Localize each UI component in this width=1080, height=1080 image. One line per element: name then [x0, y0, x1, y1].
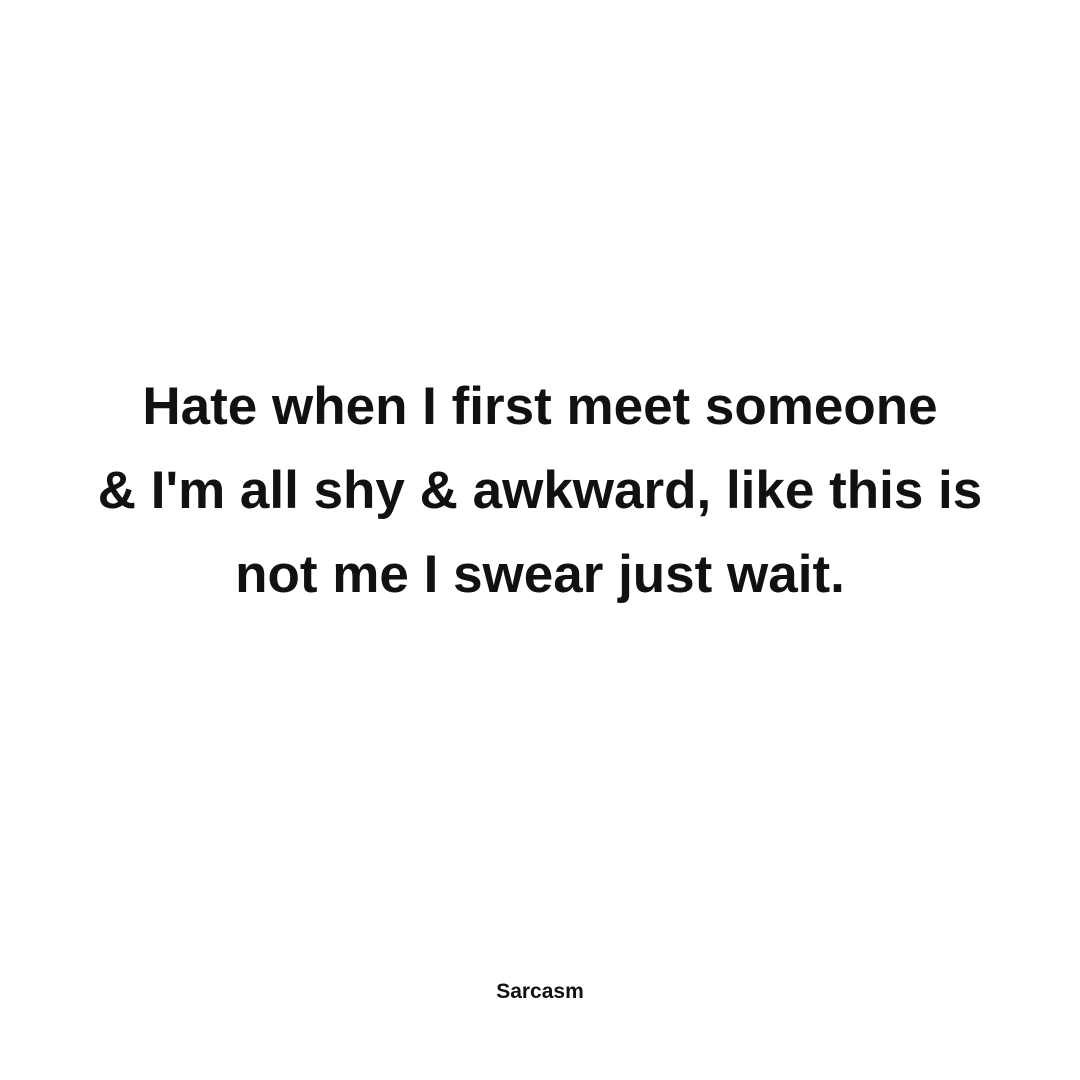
- quote-line-2: & I'm all shy & awkward, like this is: [97, 461, 983, 520]
- quote-text: [0, 365, 1080, 617]
- brand-watermark: Sarcasm: [496, 980, 584, 1003]
- quote-line-3: not me I swear just wait.: [235, 545, 845, 604]
- quote-line-1: Hate when I first meet someone: [142, 377, 938, 436]
